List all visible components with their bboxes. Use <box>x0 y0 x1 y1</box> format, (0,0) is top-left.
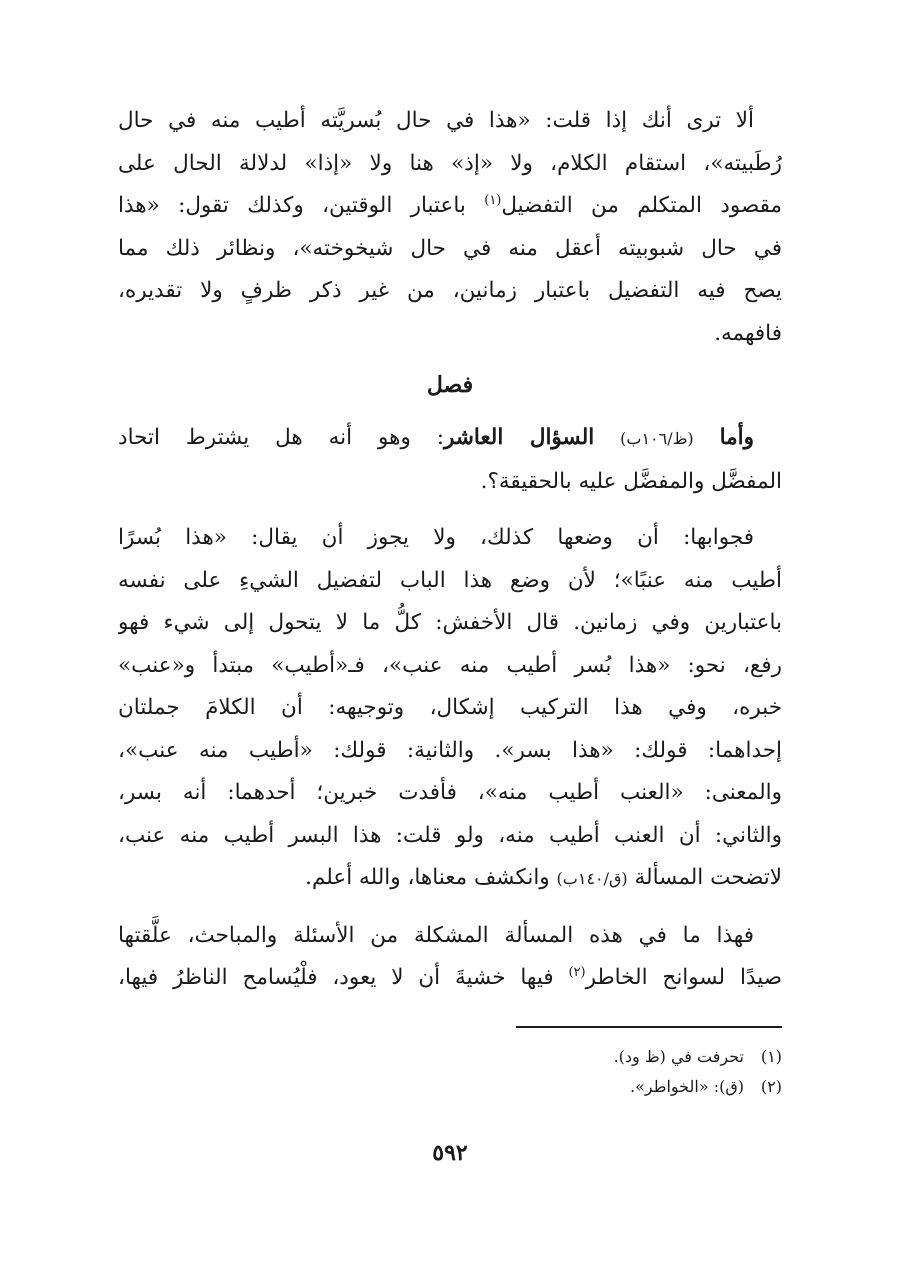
footnote-ref-1[interactable]: (١) <box>484 192 502 208</box>
paragraph-3 <box>118 517 782 901</box>
footnote-ref-2[interactable]: (٢) <box>568 964 586 980</box>
text-line <box>118 957 782 1000</box>
text-line: والمعنى: «العنب أطيب منه»، فأفدت خبرين؛ أحدهما: أنه بسر، <box>118 780 782 805</box>
text-line: ألا ترى أنك إذا قلت: «هذا في حال بُسريَّته أطيب منه في حال <box>118 108 754 133</box>
text-line: يصح فيه التفضيل باعتبار زمانين، من غير ذكر ظرفٍ ولا تقديره، <box>118 278 782 303</box>
footnote-2 <box>118 1072 782 1102</box>
paragraph-gap <box>118 503 782 517</box>
text-segment: وانكشف معناها، والله أعلم. <box>305 865 550 890</box>
text-line: المفضَّل والمفضَّل عليه بالحقيقة؟. <box>480 468 782 494</box>
text-line: رُطَبيته»، استقام الكلام، ولا «إذ» هنا ولا «إذا» لدلالة الحال على <box>118 150 782 176</box>
text-line: باعتبارين وفي زمانين. قال الأخفش: كلُّ ما لا يتحول إلى شيء فهو <box>118 610 782 635</box>
text-line: خبره، وفي هذا التركيب إشكال، وتوجيهه: أن الكلامَ جملتان <box>118 695 782 720</box>
text-segment: لاتضحت المسألة <box>634 865 782 890</box>
text-segment: : وهو أنه هل يشترط اتحاد <box>118 425 444 450</box>
text-line <box>118 417 782 461</box>
paragraph-1 <box>118 100 782 355</box>
footnote-number: (٢) <box>760 1077 782 1096</box>
paragraph-gap <box>118 901 782 915</box>
text-segment: باعتبار الوقتين، وكذلك تقول: «هذا <box>118 193 466 218</box>
text-line: فجوابها: أن وضعها كذلك، ولا يجوز أن يقال: «هذا بُسرًا <box>118 525 754 550</box>
text-line <box>118 857 782 901</box>
text-line: فافهمه. <box>714 320 782 346</box>
section-heading: فصل <box>426 372 474 398</box>
footnote-text: تحرفت في (ظ ود). <box>613 1047 744 1066</box>
lead-word: وأما <box>719 425 754 450</box>
footnote-number: (١) <box>760 1047 782 1066</box>
text-line: أطيب منه عنبًا»؛ لأن وضع هذا الباب لتفضيل الشيءِ على نفسه <box>118 567 782 593</box>
question-title: السؤال العاشر <box>443 425 595 450</box>
manuscript-ref: (ق/١٤٠ب) <box>556 869 628 888</box>
text-line: فهذا ما في هذه المسألة المشكلة من الأسئلة والمباحث، علَّقتها <box>118 922 754 948</box>
text-line: والثاني: أن العنب أطيب منه، ولو قلت: هذا البسر أطيب منه عنب، <box>118 822 782 848</box>
page-body <box>118 100 782 1000</box>
text-segment: فيها خشيةَ أن لا يعود، فلْيُسامح الناظرُ فيها، <box>118 965 554 990</box>
text-segment: مقصود المتكلم من التفضيل <box>501 193 782 218</box>
manuscript-ref: (ظ/١٠٦ب) <box>620 429 694 448</box>
paragraph-4 <box>118 915 782 1000</box>
text-line <box>118 185 782 228</box>
footnote-1 <box>118 1042 782 1072</box>
text-line: رفع، نحو: «هذا بُسر أطيب منه عنب»، فـ«أطيب» مبتدأ و«عنب» <box>118 652 782 678</box>
text-segment: صيدًا لسوانح الخاطر <box>585 965 782 990</box>
footnote-text: (ق): «الخواطر». <box>630 1077 744 1096</box>
text-line: إحداهما: قولك: «هذا بسر». والثانية: قولك: «أطيب منه عنب»، <box>118 737 782 763</box>
footnotes <box>118 1042 782 1102</box>
paragraph-2 <box>118 417 782 503</box>
footnote-divider <box>516 1026 782 1028</box>
page-number: ٥٩٢ <box>432 1140 468 1166</box>
text-line: في حال شبوبيته أعقل منه في حال شيخوخته»، ونظائر ذلك مما <box>118 235 782 261</box>
